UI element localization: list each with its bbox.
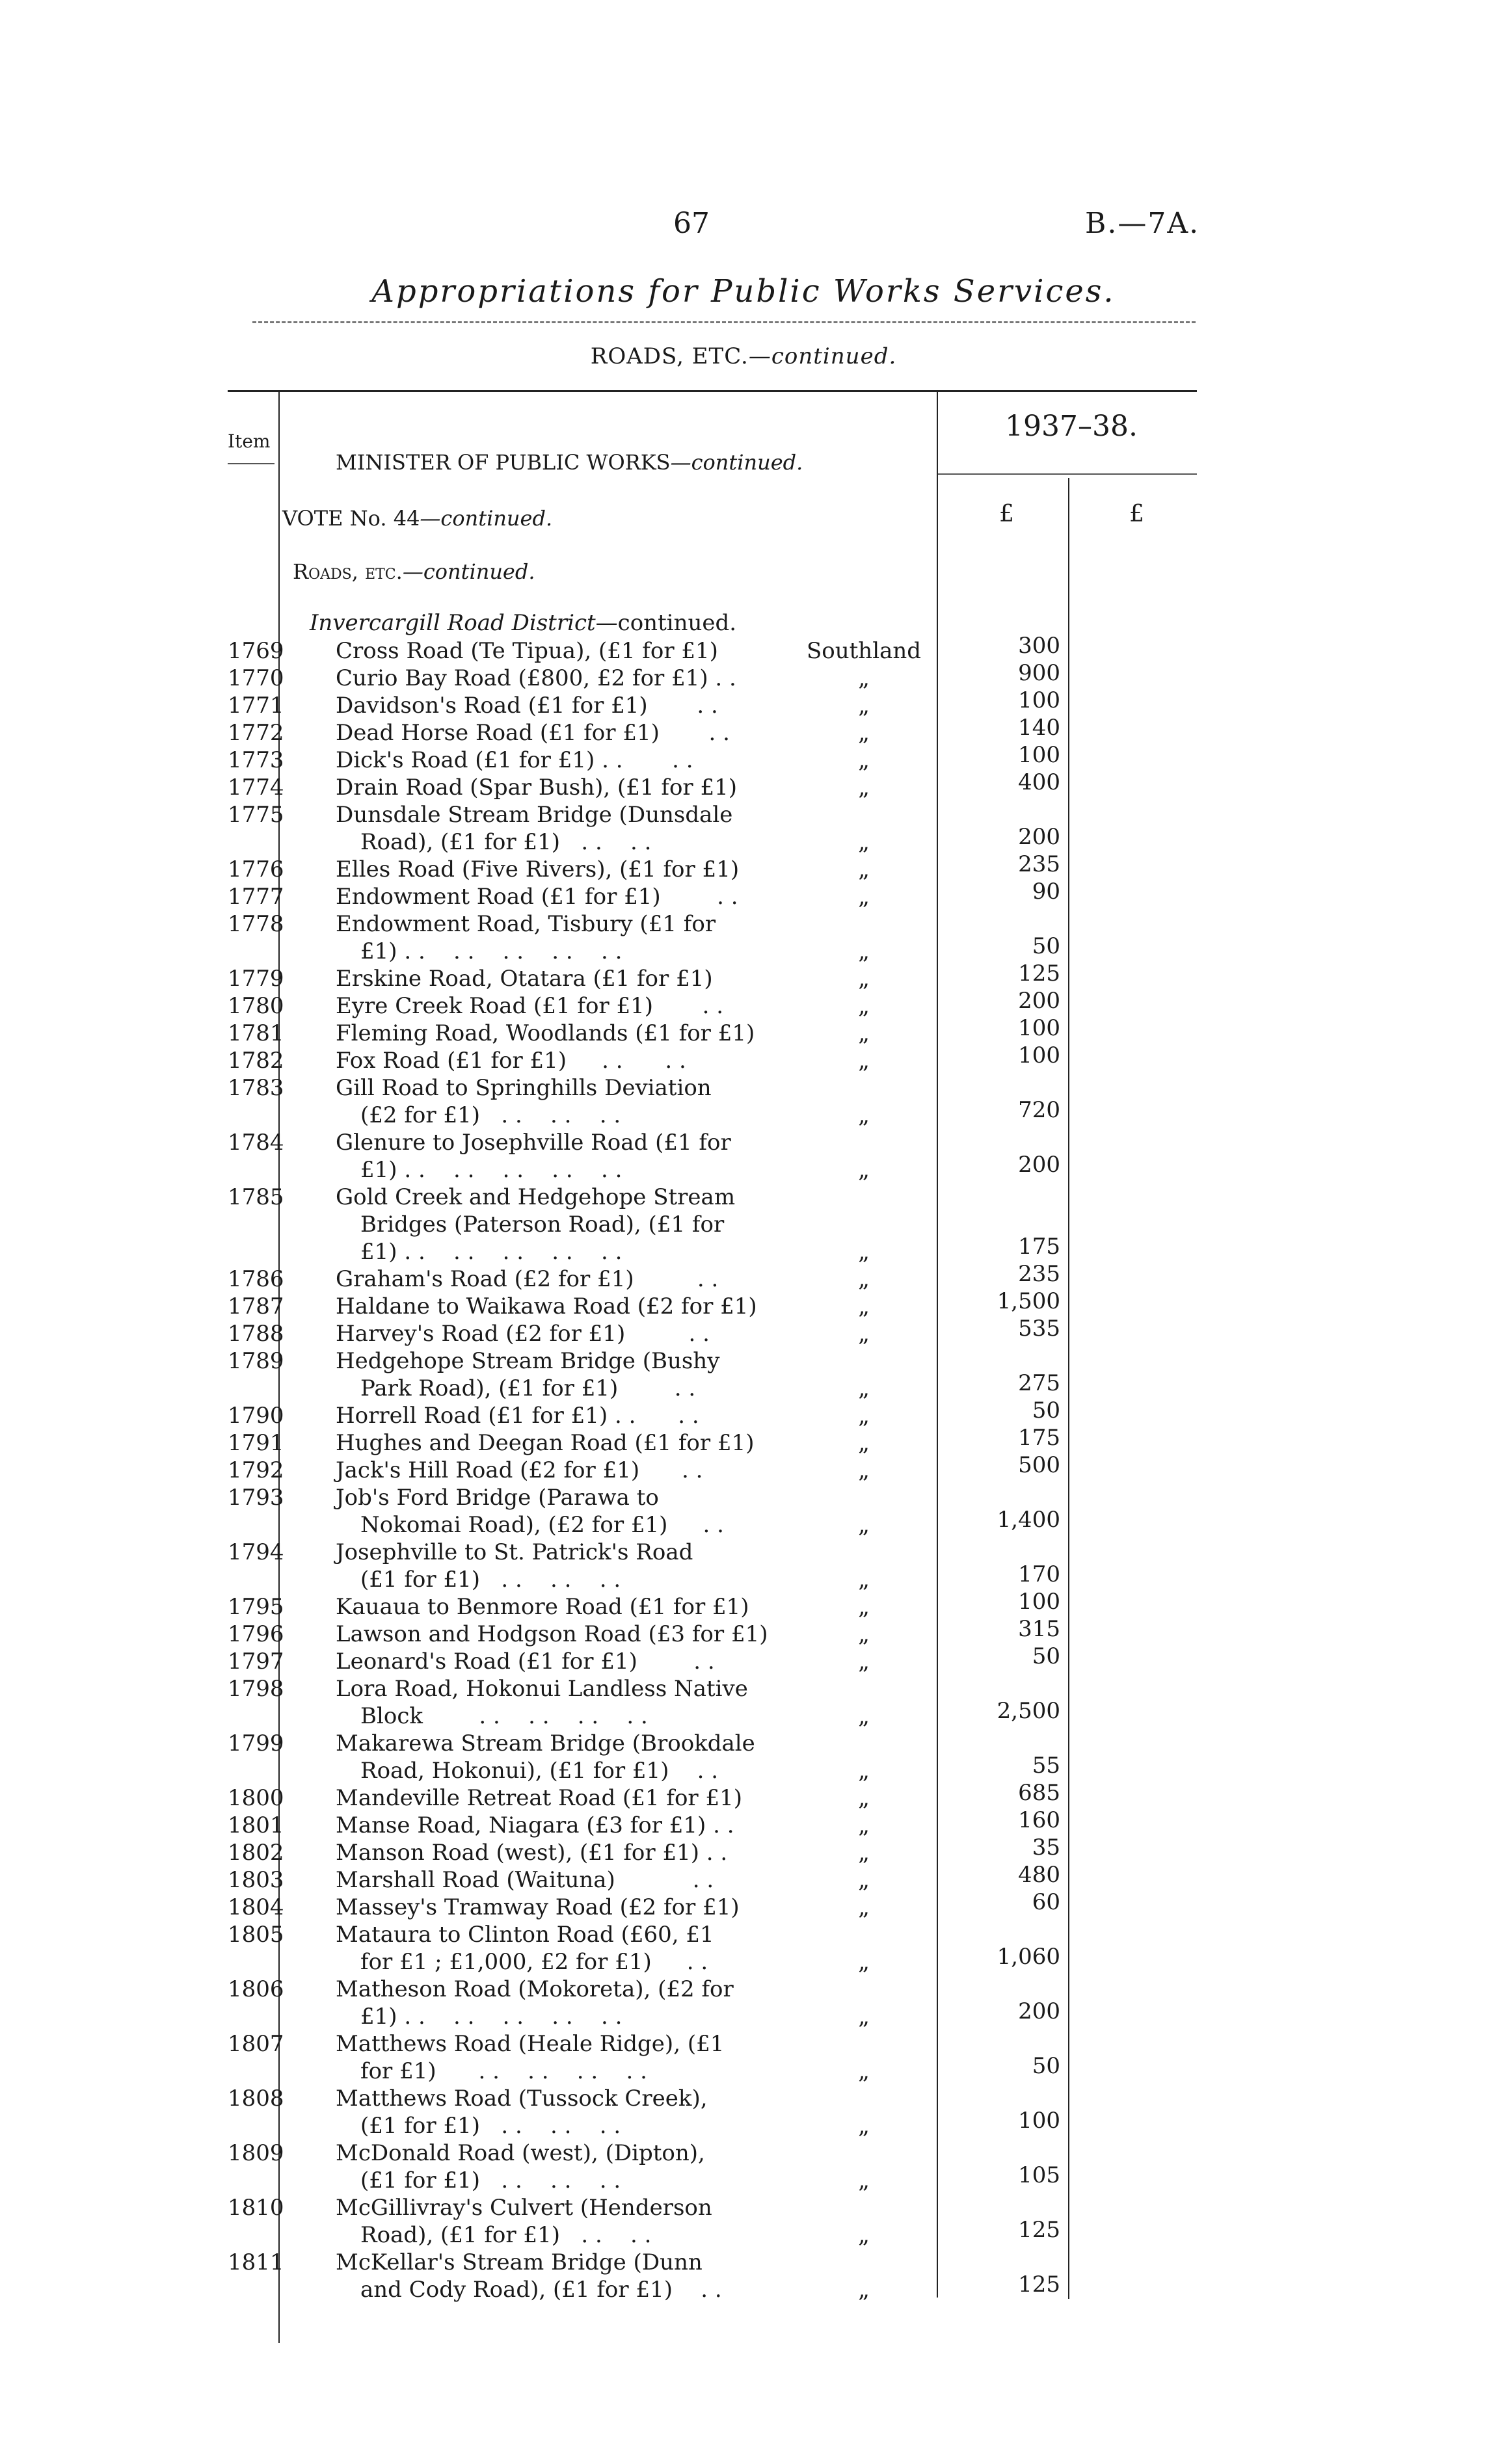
amount-cell: 55 <box>1032 1753 1060 1779</box>
amount-cell: 200 <box>1018 1152 1060 1178</box>
item-description <box>336 910 758 965</box>
item-description <box>336 747 758 774</box>
district-name: Invercargill Road District <box>310 610 596 636</box>
item-number: 1782 <box>228 1048 284 1074</box>
description-line: Road, Hokonui), (£1 for £1) . . <box>360 1758 719 1784</box>
description-line: McGillivray's Culvert (Henderson <box>336 2195 712 2221</box>
description-line: Kauaua to Benmore Road (£1 for £1) <box>336 1594 749 1620</box>
description-line: Endowment Road, Tisbury (£1 for <box>336 911 716 937</box>
description-line: Drain Road (Spar Bush), (£1 for £1) <box>336 775 738 801</box>
district-cell: „ <box>858 1239 870 1265</box>
item-number: 1786 <box>228 1266 284 1292</box>
description-line: (£2 for £1) . . . . . . <box>360 1102 621 1128</box>
district-cell: „ <box>858 1048 870 1074</box>
item-description <box>336 774 758 801</box>
document-reference: B.—7A. <box>1085 207 1200 240</box>
amount-cell: 50 <box>1032 2053 1060 2079</box>
item-number: 1780 <box>228 993 284 1019</box>
item-description <box>336 856 758 883</box>
item-description <box>336 1648 758 1675</box>
description-line: and Cody Road), (£1 for £1) . . <box>360 2277 722 2303</box>
item-number: 1806 <box>228 1976 284 2002</box>
district-cell: „ <box>858 2277 870 2303</box>
district-cell: „ <box>858 1457 870 1483</box>
district-cell: „ <box>858 1594 870 1620</box>
description-line: Hedgehope Stream Bridge (Bushy <box>336 1348 720 1374</box>
item-description <box>336 2194 758 2249</box>
amount-cell: 315 <box>1018 1616 1060 1642</box>
amount-cell: 100 <box>1018 1589 1060 1615</box>
district-cell: „ <box>858 1649 870 1675</box>
district-cell: „ <box>858 1403 870 1429</box>
amount-cell: 50 <box>1032 933 1060 959</box>
district-cell: „ <box>858 693 870 719</box>
district-cell: „ <box>858 829 870 855</box>
amount-cell: 100 <box>1018 2108 1060 2134</box>
item-number: 1791 <box>228 1430 284 1456</box>
description-line: (£1 for £1) . . . . . . <box>360 2113 621 2139</box>
item-description <box>336 692 758 719</box>
item-number: 1776 <box>228 856 284 882</box>
amount-cell: 2,500 <box>997 1698 1060 1724</box>
item-number: 1772 <box>228 720 284 746</box>
description-line: Lawson and Hodgson Road (£3 for £1) <box>336 1621 768 1647</box>
item-number: 1807 <box>228 2031 284 2057</box>
item-number: 1773 <box>228 747 284 773</box>
subtitle-continued: —continued. <box>748 343 897 369</box>
district-cell: „ <box>858 884 870 910</box>
description-line: Lora Road, Hokonui Landless Native <box>336 1676 748 1702</box>
amount-cell: 160 <box>1018 1807 1060 1833</box>
item-description <box>336 1484 758 1539</box>
item-number: 1783 <box>228 1075 284 1101</box>
item-description <box>336 1784 758 1812</box>
district-cell: „ <box>858 747 870 773</box>
description-line: McKellar's Stream Bridge (Dunn <box>336 2249 703 2275</box>
description-line: £1) . . . . . . . . . . <box>360 2004 623 2030</box>
description-line: Hughes and Deegan Road (£1 for £1) <box>336 1430 755 1456</box>
item-number: 1769 <box>228 638 284 664</box>
item-description <box>336 665 758 692</box>
item-description <box>336 1812 758 1839</box>
item-description <box>336 1265 758 1293</box>
item-number: 1810 <box>228 2195 284 2221</box>
district-cell: „ <box>858 1621 870 1647</box>
district-cell: „ <box>858 1867 870 1893</box>
description-line: Gold Creek and Hedgehope Stream <box>336 1184 736 1210</box>
subtitle-main: ROADS, ETC. <box>590 343 749 369</box>
amount-cell: 60 <box>1032 1889 1060 1915</box>
item-number: 1792 <box>228 1457 284 1483</box>
item-number: 1770 <box>228 665 284 691</box>
amount-cell: 480 <box>1018 1862 1060 1888</box>
description-line: for £1) . . . . . . . . <box>360 2058 647 2084</box>
district-cell: „ <box>858 2113 870 2139</box>
amount-cell: 400 <box>1018 769 1060 795</box>
district-cell: „ <box>858 1157 870 1183</box>
item-description <box>336 2139 758 2194</box>
description-line: Massey's Tramway Road (£2 for £1) <box>336 1894 740 1920</box>
district-cell: „ <box>858 2222 870 2248</box>
description-line: Road), (£1 for £1) . . . . <box>360 2222 652 2248</box>
item-description <box>336 637 758 665</box>
description-line: Dunsdale Stream Bridge (Dunsdale <box>336 802 733 828</box>
district-cell: „ <box>858 1293 870 1319</box>
description-line: Endowment Road (£1 for £1) . . <box>336 884 738 910</box>
amount-cell: 275 <box>1018 1370 1060 1396</box>
amount-cell: 535 <box>1018 1316 1060 1342</box>
amount-cell: 50 <box>1032 1643 1060 1669</box>
amount-cell: 35 <box>1032 1835 1060 1861</box>
item-number: 1794 <box>228 1539 284 1565</box>
description-line: for £1 ; £1,000, £2 for £1) . . <box>360 1949 708 1975</box>
roads-main: Roads, etc. <box>293 559 403 584</box>
district-cell: „ <box>858 1321 870 1347</box>
item-number: 1811 <box>228 2249 284 2275</box>
amount-cell: 1,400 <box>997 1507 1060 1533</box>
description-line: Makarewa Stream Bridge (Brookdale <box>336 1730 755 1756</box>
item-description <box>336 1320 758 1347</box>
item-number: 1779 <box>228 966 284 992</box>
description-line: Graham's Road (£2 for £1) . . <box>336 1266 719 1292</box>
item-description <box>336 1839 758 1866</box>
item-number: 1788 <box>228 1321 284 1347</box>
description-line: Gill Road to Springhills Deviation <box>336 1075 712 1101</box>
amount-cell: 500 <box>1018 1452 1060 1478</box>
amount-cell: 235 <box>1018 851 1060 877</box>
item-number: 1808 <box>228 2086 284 2112</box>
item-column-header: Item <box>228 431 271 452</box>
district-cell: „ <box>858 1375 870 1401</box>
item-number: 1798 <box>228 1676 284 1702</box>
district-cell: „ <box>858 1430 870 1456</box>
currency-right-symbol: £ <box>1129 501 1144 527</box>
amount-cell: 685 <box>1018 1780 1060 1806</box>
amount-cell: 200 <box>1018 988 1060 1014</box>
minister-main: MINISTER OF PUBLIC WORKS <box>336 450 671 475</box>
description-line: Dead Horse Road (£1 for £1) . . <box>336 720 730 746</box>
item-number: 1809 <box>228 2140 284 2166</box>
district-cell: „ <box>858 856 870 882</box>
district-cell: Southland <box>806 638 922 664</box>
amount-cell: 720 <box>1018 1097 1060 1123</box>
item-description <box>336 992 758 1020</box>
description-line: Mataura to Clinton Road (£60, £1 <box>336 1922 714 1948</box>
amount-cell: 100 <box>1018 687 1060 713</box>
item-number: 1784 <box>228 1130 284 1156</box>
district-cell: „ <box>858 775 870 801</box>
item-description <box>336 1894 758 1921</box>
description-line: Manse Road, Niagara (£3 for £1) . . <box>336 1812 734 1838</box>
item-description <box>336 1976 758 2030</box>
district-suffix: —continued. <box>595 610 737 636</box>
item-description <box>336 2249 758 2303</box>
amount-cell: 1,500 <box>997 1288 1060 1314</box>
amount-cell: 170 <box>1018 1561 1060 1587</box>
item-number: 1803 <box>228 1867 284 1893</box>
item-description <box>336 1921 758 1976</box>
item-description <box>336 1593 758 1621</box>
district-cell: „ <box>858 1785 870 1811</box>
item-description <box>336 1020 758 1047</box>
description-line: Fleming Road, Woodlands (£1 for £1) <box>336 1020 755 1046</box>
item-description <box>336 1184 758 1265</box>
district-cell: „ <box>858 1949 870 1975</box>
description-line: Matthews Road (Heale Ridge), (£1 <box>336 2031 725 2057</box>
year-column-header: 1937–38. <box>1005 410 1138 443</box>
item-description <box>336 1457 758 1484</box>
amount-cell: 300 <box>1018 633 1060 659</box>
description-line: Mandeville Retreat Road (£1 for £1) <box>336 1785 743 1811</box>
district-cell: „ <box>858 2167 870 2193</box>
page-number: 67 <box>673 207 710 240</box>
item-description <box>336 883 758 910</box>
amount-cell: 90 <box>1032 879 1060 905</box>
district-cell: „ <box>858 993 870 1019</box>
district-cell: „ <box>858 720 870 746</box>
item-description <box>336 1293 758 1320</box>
description-line: Harvey's Road (£2 for £1) . . <box>336 1321 710 1347</box>
item-number: 1795 <box>228 1594 284 1620</box>
description-line: (£1 for £1) . . . . . . <box>360 2167 621 2193</box>
item-description <box>336 1429 758 1457</box>
description-line: Curio Bay Road (£800, £2 for £1) . . <box>336 665 736 691</box>
district-cell: „ <box>858 1567 870 1593</box>
amount-cell: 1,060 <box>997 1944 1060 1970</box>
description-line: Dick's Road (£1 for £1) . . . . <box>336 747 693 773</box>
item-number: 1797 <box>228 1649 284 1675</box>
district-cell: „ <box>858 1266 870 1292</box>
description-line: Fox Road (£1 for £1) . . . . <box>336 1048 686 1074</box>
item-description <box>336 1539 758 1593</box>
item-description <box>336 1675 758 1730</box>
district-cell: „ <box>858 1812 870 1838</box>
item-number: 1777 <box>228 884 284 910</box>
amount-cell: 100 <box>1018 1015 1060 1041</box>
item-number: 1805 <box>228 1922 284 1948</box>
description-line: Marshall Road (Waituna) . . <box>336 1867 714 1893</box>
item-description <box>336 1347 758 1402</box>
description-line: Matthews Road (Tussock Creek), <box>336 2086 708 2112</box>
description-line: Erskine Road, Otatara (£1 for £1) <box>336 966 713 992</box>
district-cell: „ <box>858 1020 870 1046</box>
item-description <box>336 801 758 856</box>
currency-left-symbol: £ <box>999 501 1014 527</box>
amount-cell: 200 <box>1018 1998 1060 2024</box>
description-line: Manson Road (west), (£1 for £1) . . <box>336 1840 728 1866</box>
description-line: Elles Road (Five Rivers), (£1 for £1) <box>336 856 740 882</box>
description-line: Haldane to Waikawa Road (£2 for £1) <box>336 1293 757 1319</box>
item-number: 1790 <box>228 1403 284 1429</box>
district-cell: „ <box>858 938 870 964</box>
amount-cell: 50 <box>1032 1398 1060 1424</box>
item-description <box>336 719 758 747</box>
district-cell: „ <box>858 2004 870 2030</box>
roads-continued: —continued. <box>402 559 535 584</box>
item-number: 1785 <box>228 1184 284 1210</box>
amount-cell: 105 <box>1018 2162 1060 2188</box>
district-cell: „ <box>858 1758 870 1784</box>
description-line: Leonard's Road (£1 for £1) . . <box>336 1649 715 1675</box>
district-cell: „ <box>858 2058 870 2084</box>
description-line: Jack's Hill Road (£2 for £1) . . <box>336 1457 703 1483</box>
item-description <box>336 1402 758 1429</box>
description-line: £1) . . . . . . . . . . <box>360 1157 623 1183</box>
item-description <box>336 1074 758 1129</box>
item-number: 1787 <box>228 1293 284 1319</box>
description-line: Glenure to Josephville Road (£1 for <box>336 1130 731 1156</box>
description-line: Eyre Creek Road (£1 for £1) . . <box>336 993 724 1019</box>
description-line: £1) . . . . . . . . . . <box>360 1239 623 1265</box>
description-line: Cross Road (Te Tipua), (£1 for £1) <box>336 638 718 664</box>
vote-main: VOTE No. 44 <box>282 506 420 531</box>
description-line: (£1 for £1) . . . . . . <box>360 1567 621 1593</box>
district-cell: „ <box>858 665 870 691</box>
amount-cell: 175 <box>1018 1425 1060 1451</box>
description-line: Park Road), (£1 for £1) . . <box>360 1375 696 1401</box>
description-line: McDonald Road (west), (Dipton), <box>336 2140 705 2166</box>
amount-cell: 125 <box>1018 2272 1060 2298</box>
district-cell: „ <box>858 1102 870 1128</box>
description-line: Matheson Road (Mokoreta), (£2 for <box>336 1976 734 2002</box>
item-number: 1800 <box>228 1785 284 1811</box>
description-line: Horrell Road (£1 for £1) . . . . <box>336 1403 699 1429</box>
district-cell: „ <box>858 1703 870 1729</box>
item-number: 1771 <box>228 693 284 719</box>
item-description <box>336 1129 758 1184</box>
description-line: Davidson's Road (£1 for £1) . . <box>336 693 718 719</box>
amount-cell: 235 <box>1018 1261 1060 1287</box>
description-line: Road), (£1 for £1) . . . . <box>360 829 652 855</box>
district-cell: „ <box>858 966 870 992</box>
item-number: 1802 <box>228 1840 284 1866</box>
vote-continued: —continued. <box>420 506 553 531</box>
item-number: 1804 <box>228 1894 284 1920</box>
minister-continued: —continued. <box>670 450 803 475</box>
amount-cell: 100 <box>1018 1042 1060 1068</box>
item-description <box>336 1730 758 1784</box>
item-number: 1775 <box>228 802 284 828</box>
description-line: £1) . . . . . . . . . . <box>360 938 623 964</box>
amount-cell: 200 <box>1018 824 1060 850</box>
description-line: Job's Ford Bridge (Parawa to <box>336 1485 659 1511</box>
item-number: 1778 <box>228 911 284 937</box>
description-line: Bridges (Paterson Road), (£1 for <box>360 1212 725 1238</box>
amount-cell: 900 <box>1018 660 1060 686</box>
district-cell: „ <box>858 1840 870 1866</box>
item-number: 1793 <box>228 1485 284 1511</box>
amount-cell: 100 <box>1018 742 1060 768</box>
amount-cell: 125 <box>1018 960 1060 987</box>
description-line: Nokomai Road), (£2 for £1) . . <box>360 1512 724 1538</box>
amount-cell: 140 <box>1018 715 1060 741</box>
item-description <box>336 2085 758 2139</box>
item-description <box>336 965 758 992</box>
item-description <box>336 2030 758 2085</box>
item-number: 1789 <box>228 1348 284 1374</box>
item-number: 1796 <box>228 1621 284 1647</box>
description-line: Josephville to St. Patrick's Road <box>336 1539 693 1565</box>
item-description <box>336 1047 758 1074</box>
description-line: Block . . . . . . . . <box>360 1703 648 1729</box>
item-description <box>336 1866 758 1894</box>
amount-cell: 175 <box>1018 1234 1060 1260</box>
item-number: 1801 <box>228 1812 284 1838</box>
page-title: Appropriations for Public Works Services. <box>371 273 1116 310</box>
district-cell: „ <box>858 1894 870 1920</box>
amount-cell: 125 <box>1018 2217 1060 2243</box>
district-cell: „ <box>858 1512 870 1538</box>
item-description <box>336 1621 768 1648</box>
item-number: 1781 <box>228 1020 284 1046</box>
item-number: 1774 <box>228 775 284 801</box>
item-number: 1799 <box>228 1730 284 1756</box>
